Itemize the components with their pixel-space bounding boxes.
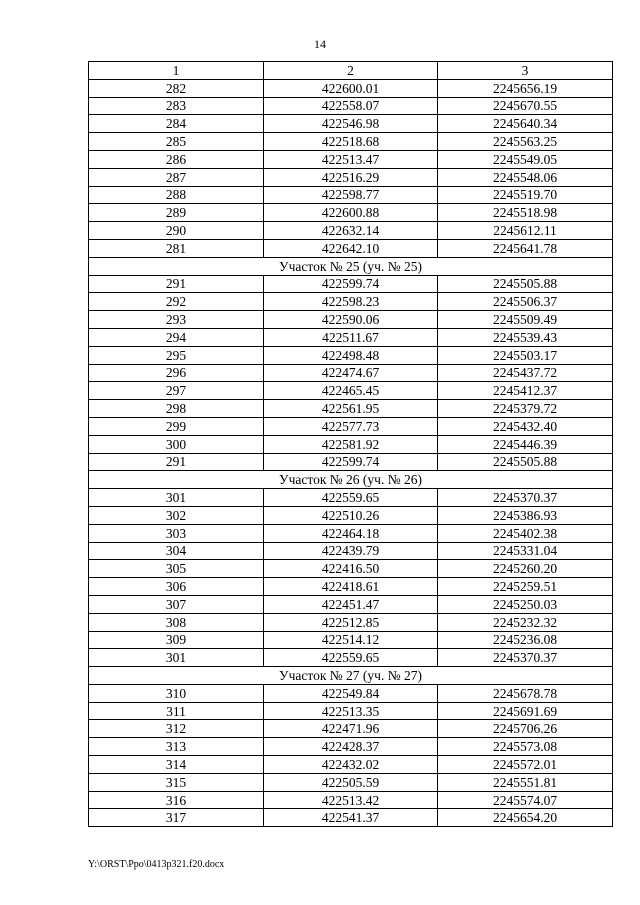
y-coordinate-cell: 2245370.37 — [438, 489, 613, 507]
point-number-cell: 292 — [89, 293, 264, 311]
point-number-cell: 301 — [89, 649, 264, 667]
x-coordinate-cell: 422439.79 — [264, 542, 438, 560]
table-header — [89, 62, 613, 80]
table-row — [89, 506, 613, 524]
table-row — [89, 489, 613, 507]
x-coordinate-cell: 422581.92 — [264, 435, 438, 453]
table-header-row — [89, 62, 613, 80]
table-row — [89, 275, 613, 293]
y-coordinate-cell: 2245506.37 — [438, 293, 613, 311]
point-number-cell: 295 — [89, 346, 264, 364]
point-number-cell: 287 — [89, 168, 264, 186]
table-row — [89, 133, 613, 151]
column-header-point: 1 — [89, 62, 264, 80]
x-coordinate-cell: 422513.42 — [264, 791, 438, 809]
x-coordinate-cell: 422642.10 — [264, 239, 438, 257]
table-body — [89, 79, 613, 826]
point-number-cell: 311 — [89, 702, 264, 720]
y-coordinate-cell: 2245505.88 — [438, 275, 613, 293]
column-header-x: 2 — [264, 62, 438, 80]
table-row — [89, 756, 613, 774]
point-number-cell: 306 — [89, 578, 264, 596]
x-coordinate-cell: 422559.65 — [264, 649, 438, 667]
point-number-cell: 307 — [89, 595, 264, 613]
section-label: Участок № 27 (уч. № 27) — [89, 667, 613, 685]
x-coordinate-cell: 422541.37 — [264, 809, 438, 827]
x-coordinate-cell: 422559.65 — [264, 489, 438, 507]
x-coordinate-cell: 422416.50 — [264, 560, 438, 578]
point-number-cell: 284 — [89, 115, 264, 133]
point-number-cell: 313 — [89, 738, 264, 756]
y-coordinate-cell: 2245509.49 — [438, 311, 613, 329]
y-coordinate-cell: 2245670.55 — [438, 97, 613, 115]
table-row — [89, 168, 613, 186]
x-coordinate-cell: 422518.68 — [264, 133, 438, 151]
point-number-cell: 316 — [89, 791, 264, 809]
table-row — [89, 150, 613, 168]
x-coordinate-cell: 422599.74 — [264, 275, 438, 293]
x-coordinate-cell: 422511.67 — [264, 328, 438, 346]
y-coordinate-cell: 2245370.37 — [438, 649, 613, 667]
x-coordinate-cell: 422558.07 — [264, 97, 438, 115]
y-coordinate-cell: 2245432.40 — [438, 417, 613, 435]
x-coordinate-cell: 422546.98 — [264, 115, 438, 133]
y-coordinate-cell: 2245386.93 — [438, 506, 613, 524]
y-coordinate-cell: 2245503.17 — [438, 346, 613, 364]
footer-file-path: Y:\ORST\Ppo\0413p321.f20.docx — [88, 859, 225, 870]
point-number-cell: 289 — [89, 204, 264, 222]
section-row — [89, 667, 613, 685]
point-number-cell: 299 — [89, 417, 264, 435]
point-number-cell: 317 — [89, 809, 264, 827]
table-row — [89, 204, 613, 222]
point-number-cell: 281 — [89, 239, 264, 257]
table-row — [89, 293, 613, 311]
point-number-cell: 283 — [89, 97, 264, 115]
point-number-cell: 302 — [89, 506, 264, 524]
y-coordinate-cell: 2245412.37 — [438, 382, 613, 400]
table-row — [89, 524, 613, 542]
x-coordinate-cell: 422632.14 — [264, 222, 438, 240]
x-coordinate-cell: 422474.67 — [264, 364, 438, 382]
table-row — [89, 542, 613, 560]
x-coordinate-cell: 422600.88 — [264, 204, 438, 222]
y-coordinate-cell: 2245259.51 — [438, 578, 613, 596]
x-coordinate-cell: 422451.47 — [264, 595, 438, 613]
table-row — [89, 738, 613, 756]
y-coordinate-cell: 2245640.34 — [438, 115, 613, 133]
x-coordinate-cell: 422498.48 — [264, 346, 438, 364]
x-coordinate-cell: 422590.06 — [264, 311, 438, 329]
y-coordinate-cell: 2245612.11 — [438, 222, 613, 240]
x-coordinate-cell: 422471.96 — [264, 720, 438, 738]
x-coordinate-cell: 422598.23 — [264, 293, 438, 311]
x-coordinate-cell: 422510.26 — [264, 506, 438, 524]
y-coordinate-cell: 2245331.04 — [438, 542, 613, 560]
point-number-cell: 312 — [89, 720, 264, 738]
table-row — [89, 453, 613, 471]
section-row — [89, 257, 613, 275]
y-coordinate-cell: 2245654.20 — [438, 809, 613, 827]
table-row — [89, 79, 613, 97]
x-coordinate-cell: 422513.35 — [264, 702, 438, 720]
table-row — [89, 809, 613, 827]
x-coordinate-cell: 422418.61 — [264, 578, 438, 596]
point-number-cell: 296 — [89, 364, 264, 382]
y-coordinate-cell: 2245641.78 — [438, 239, 613, 257]
x-coordinate-cell: 422549.84 — [264, 684, 438, 702]
y-coordinate-cell: 2245574.07 — [438, 791, 613, 809]
table-row — [89, 720, 613, 738]
y-coordinate-cell: 2245656.19 — [438, 79, 613, 97]
table-row — [89, 435, 613, 453]
section-label: Участок № 25 (уч. № 25) — [89, 257, 613, 275]
x-coordinate-cell: 422513.47 — [264, 150, 438, 168]
column-header-y: 3 — [438, 62, 613, 80]
y-coordinate-cell: 2245402.38 — [438, 524, 613, 542]
table-row — [89, 382, 613, 400]
y-coordinate-cell: 2245519.70 — [438, 186, 613, 204]
section-row — [89, 471, 613, 489]
point-number-cell: 309 — [89, 631, 264, 649]
table-row — [89, 631, 613, 649]
point-number-cell: 303 — [89, 524, 264, 542]
point-number-cell: 294 — [89, 328, 264, 346]
table-row — [89, 613, 613, 631]
x-coordinate-cell: 422561.95 — [264, 400, 438, 418]
x-coordinate-cell: 422577.73 — [264, 417, 438, 435]
table-row — [89, 115, 613, 133]
y-coordinate-cell: 2245260.20 — [438, 560, 613, 578]
table-row — [89, 560, 613, 578]
point-number-cell: 291 — [89, 453, 264, 471]
point-number-cell: 288 — [89, 186, 264, 204]
y-coordinate-cell: 2245236.08 — [438, 631, 613, 649]
point-number-cell: 314 — [89, 756, 264, 774]
table-row — [89, 364, 613, 382]
table-row — [89, 578, 613, 596]
table-row — [89, 97, 613, 115]
point-number-cell: 315 — [89, 773, 264, 791]
table-row — [89, 239, 613, 257]
point-number-cell: 305 — [89, 560, 264, 578]
point-number-cell: 300 — [89, 435, 264, 453]
point-number-cell: 310 — [89, 684, 264, 702]
point-number-cell: 290 — [89, 222, 264, 240]
y-coordinate-cell: 2245691.69 — [438, 702, 613, 720]
coordinates-table — [88, 61, 613, 827]
point-number-cell: 285 — [89, 133, 264, 151]
x-coordinate-cell: 422598.77 — [264, 186, 438, 204]
point-number-cell: 308 — [89, 613, 264, 631]
x-coordinate-cell: 422465.45 — [264, 382, 438, 400]
table-row — [89, 595, 613, 613]
y-coordinate-cell: 2245573.08 — [438, 738, 613, 756]
table-row — [89, 417, 613, 435]
x-coordinate-cell: 422600.01 — [264, 79, 438, 97]
y-coordinate-cell: 2245250.03 — [438, 595, 613, 613]
x-coordinate-cell: 422505.59 — [264, 773, 438, 791]
table-row — [89, 400, 613, 418]
y-coordinate-cell: 2245548.06 — [438, 168, 613, 186]
point-number-cell: 298 — [89, 400, 264, 418]
table-row — [89, 773, 613, 791]
x-coordinate-cell: 422464.18 — [264, 524, 438, 542]
table-row — [89, 222, 613, 240]
y-coordinate-cell: 2245446.39 — [438, 435, 613, 453]
point-number-cell: 304 — [89, 542, 264, 560]
y-coordinate-cell: 2245539.43 — [438, 328, 613, 346]
x-coordinate-cell: 422428.37 — [264, 738, 438, 756]
y-coordinate-cell: 2245572.01 — [438, 756, 613, 774]
y-coordinate-cell: 2245232.32 — [438, 613, 613, 631]
table-row — [89, 791, 613, 809]
table-row — [89, 702, 613, 720]
point-number-cell: 291 — [89, 275, 264, 293]
point-number-cell: 286 — [89, 150, 264, 168]
table-row — [89, 346, 613, 364]
x-coordinate-cell: 422512.85 — [264, 613, 438, 631]
table-row — [89, 328, 613, 346]
x-coordinate-cell: 422599.74 — [264, 453, 438, 471]
y-coordinate-cell: 2245706.26 — [438, 720, 613, 738]
y-coordinate-cell: 2245678.78 — [438, 684, 613, 702]
section-label: Участок № 26 (уч. № 26) — [89, 471, 613, 489]
y-coordinate-cell: 2245379.72 — [438, 400, 613, 418]
y-coordinate-cell: 2245518.98 — [438, 204, 613, 222]
y-coordinate-cell: 2245437.72 — [438, 364, 613, 382]
table-row — [89, 649, 613, 667]
y-coordinate-cell: 2245505.88 — [438, 453, 613, 471]
table-row — [89, 186, 613, 204]
y-coordinate-cell: 2245549.05 — [438, 150, 613, 168]
y-coordinate-cell: 2245551.81 — [438, 773, 613, 791]
point-number-cell: 301 — [89, 489, 264, 507]
page-number: 14 — [314, 37, 326, 51]
point-number-cell: 293 — [89, 311, 264, 329]
table-row — [89, 684, 613, 702]
point-number-cell: 282 — [89, 79, 264, 97]
table-row — [89, 311, 613, 329]
x-coordinate-cell: 422514.12 — [264, 631, 438, 649]
x-coordinate-cell: 422516.29 — [264, 168, 438, 186]
x-coordinate-cell: 422432.02 — [264, 756, 438, 774]
y-coordinate-cell: 2245563.25 — [438, 133, 613, 151]
point-number-cell: 297 — [89, 382, 264, 400]
